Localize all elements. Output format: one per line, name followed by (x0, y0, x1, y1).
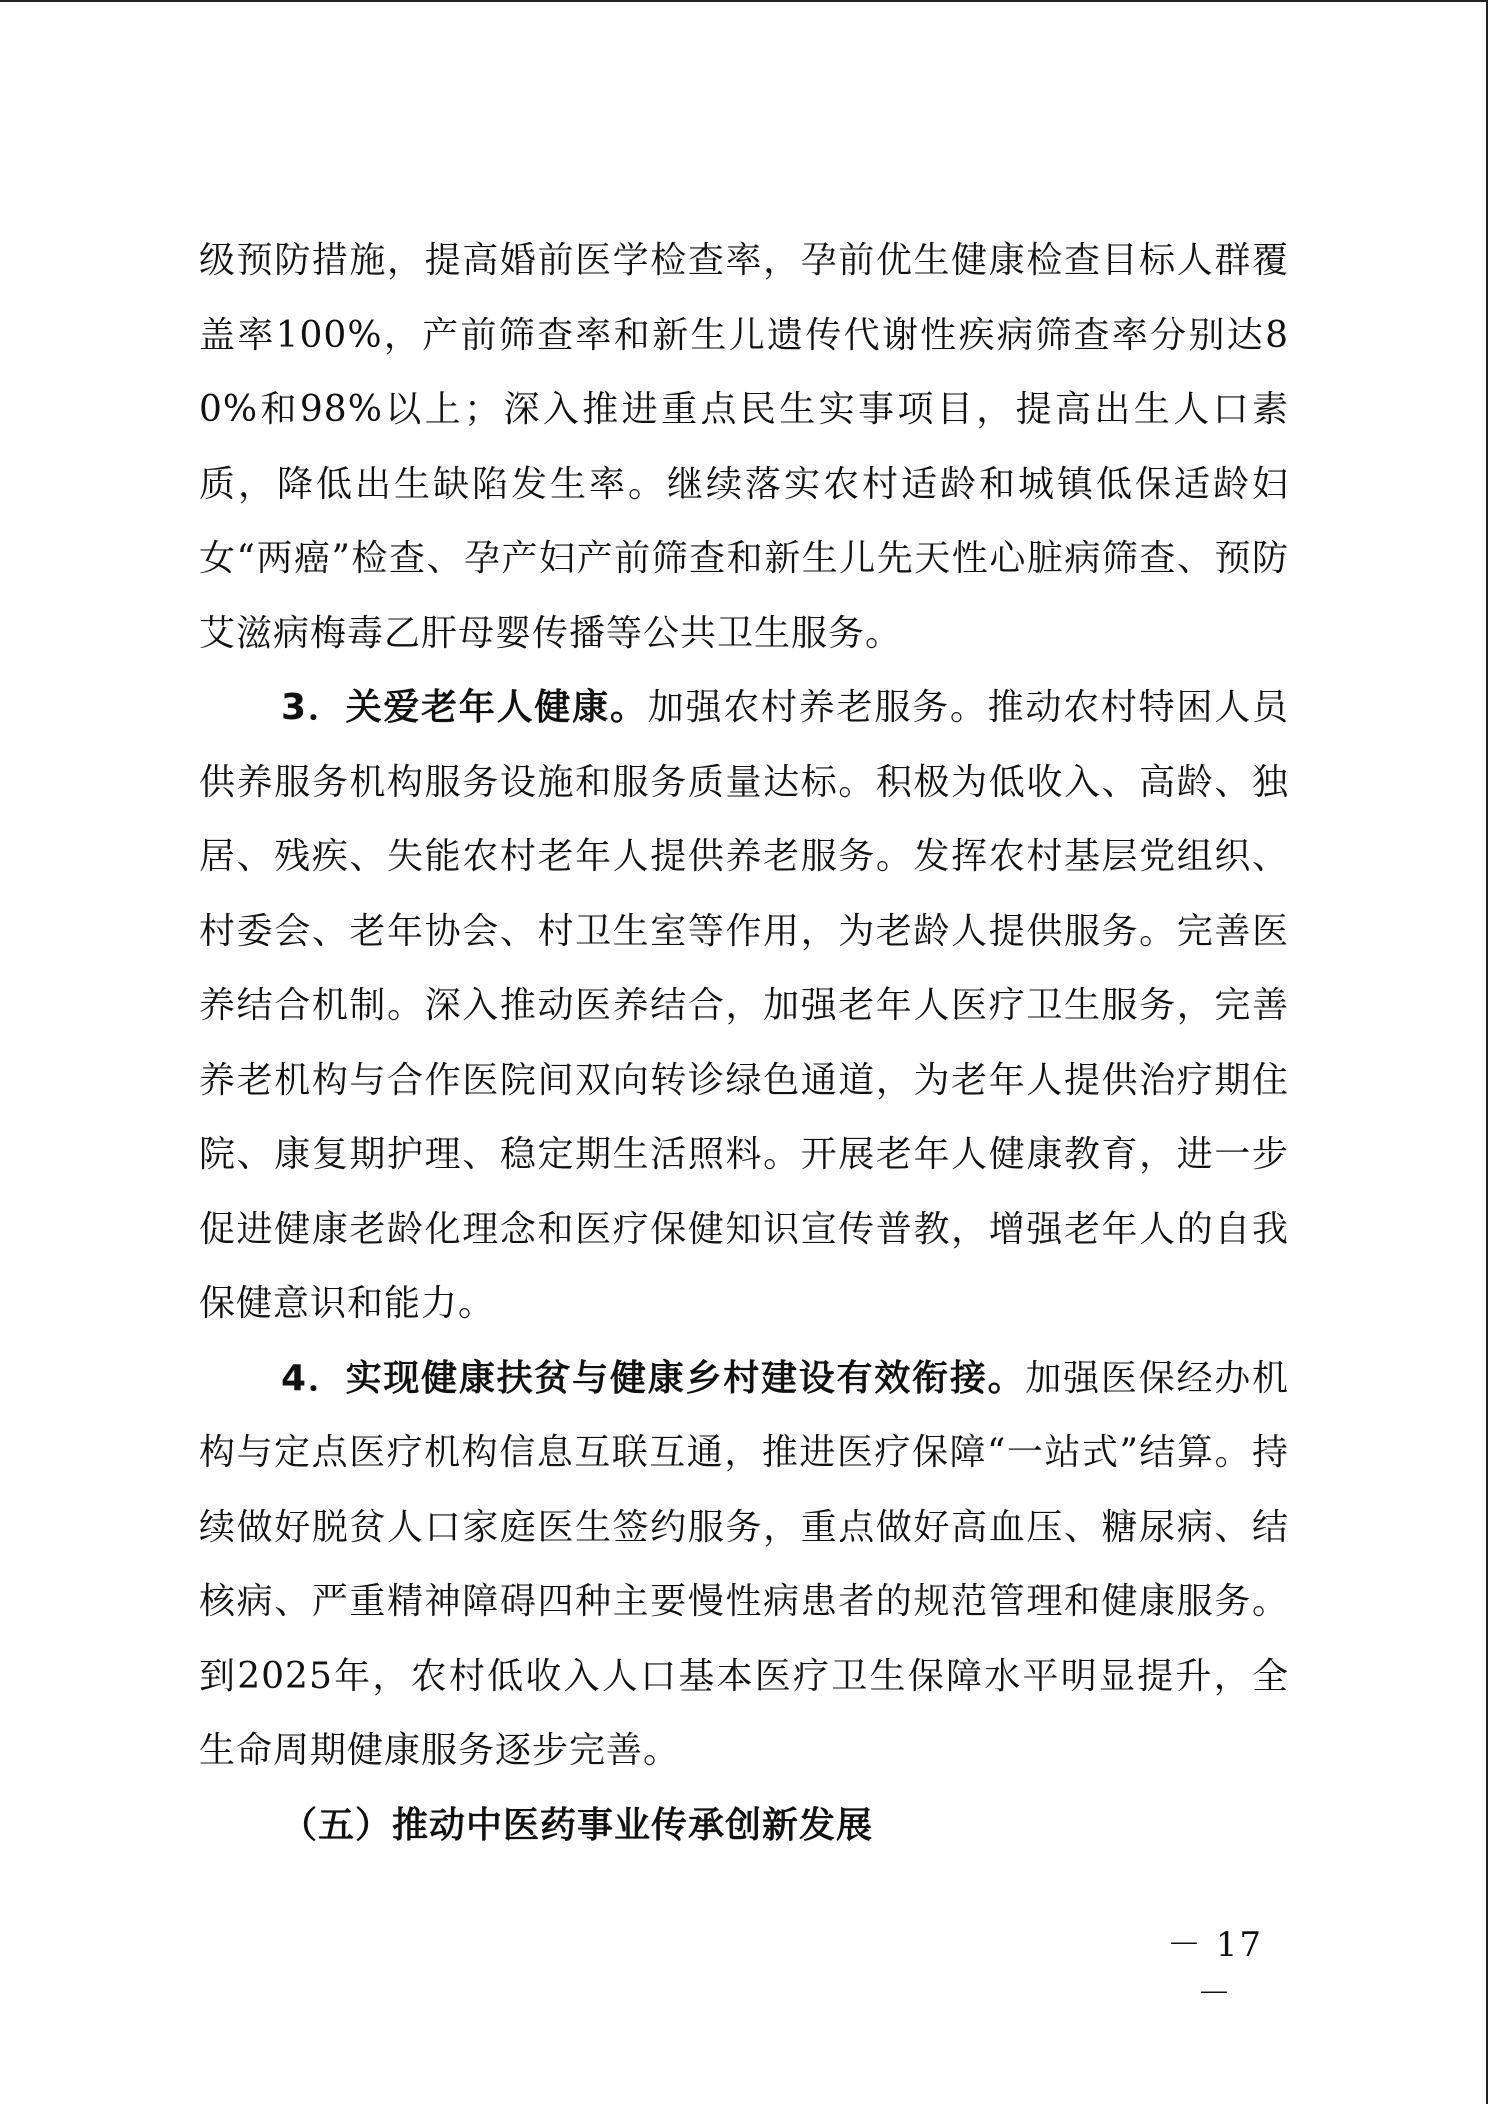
paragraph-text: 级预防措施，提高婚前医学检查率，孕前优生健康检查目标人群覆盖率100%，产前筛查率和新生儿遗传代谢性疾病筛查率分别达80%和98%以上；深入推进重点民生实事项目，提高出生人口素质，降低出生缺陷发生率。继续落实农村适龄和城镇低保适龄妇女“两癌”检查、孕产妇产前筛查和新生儿先天性心脏病筛查、预防艾滋病梅毒乙肝母婴传播等公共卫生服务。 (199, 240, 1289, 654)
page-number: － 17 － (1166, 1925, 1264, 2014)
paragraph-heading: 4．实现健康扶贫与健康乡村建设有效衔接。 (281, 1357, 1026, 1399)
paragraph-text: 加强医保经办机构与定点医疗机构信息互联互通，推进医疗保障“一站式”结算。持续做好脱贫人口家庭医生签约服务，重点做好高血压、糖尿病、结核病、严重精神障碍四种主要慢性病患者的规范管理和健康服务。到2025年，农村低收入人口基本医疗卫生保障水平明显提升，全生命周期健康服务逐步完善。 (199, 1357, 1289, 1771)
paragraph-poverty-health (199, 1342, 1289, 1789)
paragraph-heading: 3．关爱老年人健康。 (281, 687, 648, 728)
paragraph-text: 加强农村养老服务。推动农村特困人员供养服务机构服务设施和服务质量达标。积极为低收入、高龄、独居、残疾、失能农村老年人提供养老服务。发挥农村基层党组织、村委会、老年协会、村卫生室等作用，为老龄人提供服务。完善医养结合机制。深入推动医养结合，加强老年人医疗卫生服务，完善养老机构与合作医院间双向转诊绿色通道，为老年人提供治疗期住院、康复期护理、稳定期生活照料。开展老年人健康教育，进一步促进健康老龄化理念和医疗保健知识宣传普教，增强老年人的自我保健意识和能力。 (199, 687, 1289, 1324)
document-body (199, 224, 1289, 1863)
paragraph-elderly-health (199, 671, 1289, 1342)
paragraph-continued (199, 224, 1289, 671)
section-heading: （五）推动中医药事业传承创新发展 (281, 1804, 874, 1846)
